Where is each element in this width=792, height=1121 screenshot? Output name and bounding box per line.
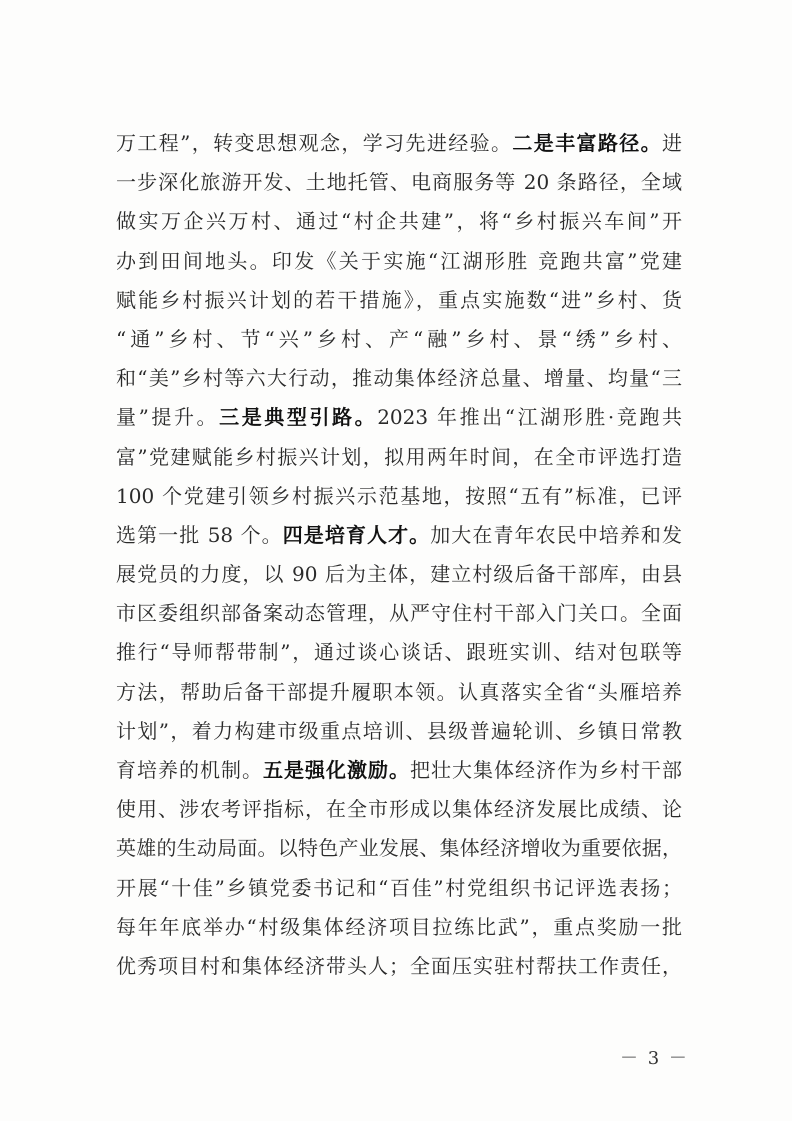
text-line [116,477,682,516]
text-segment: 把壮大集体经济作为乡村干部 [410,758,682,782]
text-segment: 方法，帮助后备干部提升履职本领。认真落实全省“头雁培养 [116,679,682,704]
text-segment: 万工程”，转变思想观念，学习先进经验。 [116,131,513,155]
text-line [116,359,682,398]
text-segment: 英雄的生动局面。以特色产业发展、集体经济增收为重要依据， [116,836,682,861]
text-segment: 展党员的力度，以 90 后为主体，建立村级后备干部库，由县 [116,562,682,587]
text-line [116,908,682,947]
text-line [116,829,682,868]
page-number: － 3 － [620,1048,689,1069]
text-segment: 100 个党建引领乡村振兴示范基地，按照“五有”标准，已评 [116,483,682,508]
text-segment: 赋能乡村振兴计划的若干措施》，重点实施数“进”乡村、货 [116,287,682,312]
text-segment: 量”提升。 [116,405,220,430]
text-segment: 富”党建赋能乡村振兴计划，拟用两年时间，在全市评选打造 [116,444,682,469]
text-segment: 做实万企兴万村、通过“村企共建”，将“乡村振兴车间”开 [116,209,682,234]
text-line [116,398,682,437]
text-segment: 开展“十佳”乡镇党委书记和“百佳”村党组织书记评选表扬； [116,875,682,900]
text-segment: 办到田间地头。印发《关于实施“江湖形胜 竞跑共富”党建 [116,248,682,273]
text-segment: 使用、涉农考评指标，在全市形成以集体经济发展比成绩、论 [116,797,682,822]
text-line [116,712,682,751]
body-paragraph [116,124,682,986]
text-line [116,242,682,281]
text-segment: 一步深化旅游开发、土地托管、电商服务等 20 条路径，全域 [116,170,682,195]
text-segment: 育培养的机制。 [116,758,263,782]
text-segment: 和“美”乡村等六大行动，推动集体经济总量、增量、均量“三 [116,366,682,391]
text-line [116,320,682,359]
text-line [116,594,682,633]
text-line [116,790,682,829]
text-line [116,163,682,202]
bold-heading-text: 五是强化激励。 [263,758,410,782]
text-line [116,281,682,320]
text-segment: 2023 年推出“江湖形胜·竞跑共 [377,405,682,430]
text-line [116,751,682,790]
text-segment: 优秀项目村和集体经济带头人；全面压实驻村帮扶工作责任， [116,953,682,978]
text-segment: 加大在青年农民中培养和发 [430,522,682,547]
text-segment: 市区委组织部备案动态管理，从严守住村干部入门关口。全面 [116,601,682,626]
text-segment: 选第一批 58 个。 [116,522,283,547]
bold-heading-text: 三是典型引路。 [219,405,378,430]
bold-heading-text: 四是培育人才。 [282,522,431,547]
text-line [116,202,682,241]
text-line [116,869,682,908]
bold-heading-text: 二是丰富路径。 [512,131,663,155]
text-line [116,124,682,163]
text-line [116,555,682,594]
text-line [116,947,682,986]
text-segment: “通”乡村、节“兴”乡村、产“融”乡村、景“绣”乡村、 [116,326,682,351]
text-segment: 推行“导师帮带制”，通过谈心谈话、跟班实训、结对包联等 [116,640,682,665]
text-line [116,438,682,477]
text-line [116,516,682,555]
text-segment: 每年年底举办“村级集体经济项目拉练比武”，重点奖励一批 [116,914,682,939]
text-segment: 计划”，着力构建市级重点培训、县级普遍轮训、乡镇日常教 [116,718,682,743]
text-segment: 进 [662,131,682,155]
text-line [116,633,682,672]
text-line [116,673,682,712]
